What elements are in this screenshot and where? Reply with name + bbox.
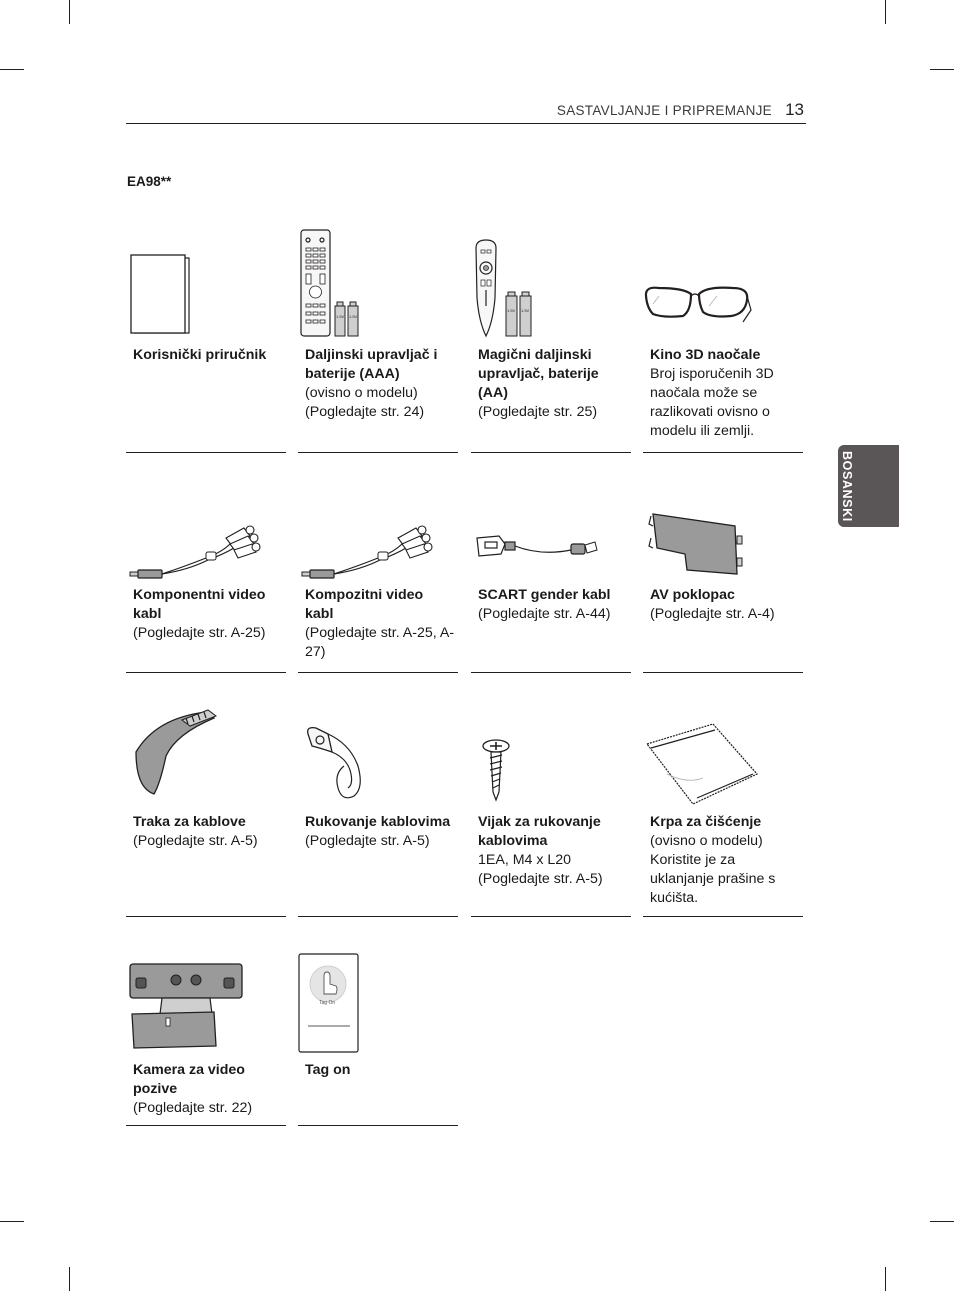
3d-glasses-icon bbox=[643, 226, 803, 346]
crop-mark bbox=[885, 1267, 886, 1291]
item-desc: Broj isporučenih 3D naočala može se razlikovati ovisno o modelu ili zemlji. bbox=[650, 366, 774, 439]
item-rule bbox=[126, 1125, 286, 1126]
item-desc: (Pogledajte str. A-5) bbox=[133, 833, 258, 849]
item-rule bbox=[643, 452, 803, 453]
accessory-item bbox=[298, 226, 458, 453]
accessory-item bbox=[471, 704, 631, 917]
accessory-item bbox=[298, 704, 458, 917]
accessory-item bbox=[126, 704, 286, 917]
language-tab-label: BOSANSKI bbox=[840, 451, 854, 522]
item-name: Korisnički priručnik bbox=[133, 347, 267, 363]
tag-on-icon bbox=[298, 950, 458, 1060]
item-rule bbox=[298, 672, 458, 673]
screw-icon bbox=[471, 704, 631, 814]
item-desc: (Pogledajte str. 25) bbox=[478, 404, 598, 420]
manual-icon bbox=[126, 226, 286, 346]
item-name: Daljinski upravljač i baterije (AAA) bbox=[305, 347, 438, 382]
accessory-item bbox=[298, 496, 458, 673]
item-name: Krpa za čišćenje bbox=[650, 814, 762, 830]
item-desc: (Pogledajte str. A-25, A-27) bbox=[305, 625, 455, 660]
language-tab bbox=[838, 445, 899, 527]
item-rule bbox=[298, 916, 458, 917]
item-rule bbox=[643, 916, 803, 917]
item-rule bbox=[471, 916, 631, 917]
item-desc: (Pogledajte str. 22) bbox=[133, 1100, 253, 1116]
item-rule bbox=[298, 1125, 458, 1126]
item-name: Rukovanje kablovima bbox=[305, 814, 451, 830]
item-rule bbox=[471, 452, 631, 453]
crop-mark bbox=[69, 0, 70, 24]
item-desc: (Pogledajte str. A-25) bbox=[133, 625, 266, 641]
item-name: Kamera za video pozive bbox=[133, 1062, 245, 1097]
item-desc: (Pogledajte str. A-44) bbox=[478, 606, 611, 622]
item-desc: (ovisno o modelu) Koristite je za uklanjanje prašine s kućišta. bbox=[650, 833, 776, 906]
item-desc: (Pogledajte str. A-5) bbox=[305, 833, 430, 849]
accessory-item bbox=[643, 226, 803, 453]
crop-mark bbox=[930, 1221, 954, 1222]
header-rule bbox=[126, 123, 806, 124]
item-rule bbox=[643, 672, 803, 673]
item-rule bbox=[126, 452, 286, 453]
accessory-item bbox=[471, 226, 631, 453]
scart-cable-icon bbox=[471, 496, 631, 591]
item-name: Kino 3D naočale bbox=[650, 347, 761, 363]
item-name: Traka za kablove bbox=[133, 814, 246, 830]
item-name: SCART gender kabl bbox=[478, 587, 611, 603]
crop-mark bbox=[885, 0, 886, 24]
item-rule bbox=[126, 672, 286, 673]
accessory-item bbox=[471, 496, 631, 673]
accessory-item bbox=[126, 496, 286, 673]
remote-control-icon bbox=[298, 226, 458, 346]
item-rule bbox=[471, 672, 631, 673]
crop-mark bbox=[69, 1267, 70, 1291]
component-cable-icon bbox=[126, 496, 286, 591]
item-desc: (Pogledajte str. A-4) bbox=[650, 606, 775, 622]
battery-label: 1.5V bbox=[507, 308, 516, 313]
item-desc: 1EA, M4 x L20 (Pogledajte str. A-5) bbox=[478, 852, 603, 887]
accessory-item bbox=[643, 704, 803, 917]
battery-label: 1.5V bbox=[349, 314, 358, 319]
crop-mark bbox=[0, 69, 24, 70]
video-camera-icon bbox=[126, 950, 286, 1060]
battery-label: 1.5V bbox=[336, 314, 345, 319]
accessory-item bbox=[643, 496, 803, 673]
item-rule bbox=[298, 452, 458, 453]
item-name: AV poklopac bbox=[650, 587, 735, 603]
cable-strap-icon bbox=[126, 704, 286, 814]
cleaning-cloth-icon bbox=[643, 704, 803, 814]
page-number: 13 bbox=[785, 100, 804, 119]
battery-label: 1.5V bbox=[521, 308, 530, 313]
item-name: Tag on bbox=[305, 1062, 351, 1078]
tag-on-label: Tag On bbox=[319, 1000, 336, 1006]
crop-mark bbox=[930, 69, 954, 70]
cable-holder-icon bbox=[298, 704, 458, 814]
page-header bbox=[126, 100, 806, 124]
av-cover-icon bbox=[643, 496, 803, 591]
accessory-item bbox=[126, 950, 286, 1126]
item-rule bbox=[126, 916, 286, 917]
accessory-item bbox=[126, 226, 286, 453]
item-name: Magični daljinski upravljač, baterije (AA) bbox=[478, 347, 599, 401]
item-desc: (ovisno o modelu) (Pogledajte str. 24) bbox=[305, 385, 425, 420]
item-name: Vijak za rukovanje kablovima bbox=[478, 814, 601, 849]
crop-mark bbox=[0, 1221, 24, 1222]
item-name: Komponentni video kabl bbox=[133, 587, 266, 622]
composite-cable-icon bbox=[298, 496, 458, 591]
accessory-item bbox=[298, 950, 458, 1126]
magic-remote-icon bbox=[471, 226, 631, 346]
section-title: SASTAVLJANJE I PRIPREMANJE bbox=[556, 103, 772, 118]
model-name: EA98** bbox=[127, 174, 172, 189]
item-name: Kompozitni video kabl bbox=[305, 587, 424, 622]
